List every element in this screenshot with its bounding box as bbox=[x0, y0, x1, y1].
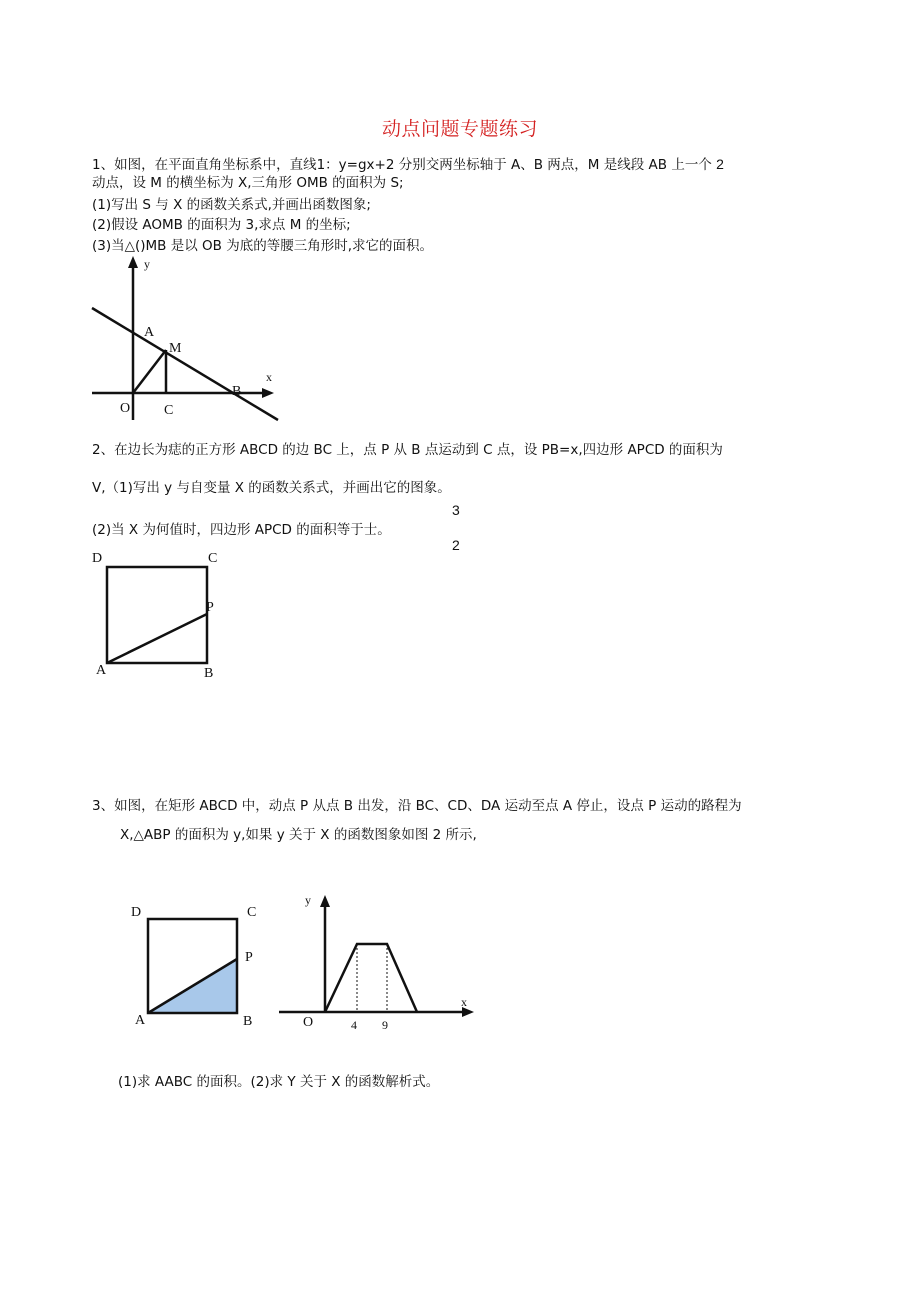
q1-label-b: B bbox=[232, 384, 242, 399]
q2-figure bbox=[88, 548, 228, 684]
q2-label-a: A bbox=[96, 663, 107, 678]
q1-label-a: A bbox=[144, 325, 155, 340]
q1-item3: (3)当△()MB 是以 OB 为底的等腰三角形时,求它的面积。 bbox=[92, 238, 433, 254]
q2-segment-ap bbox=[107, 614, 207, 663]
q1-label-o: O bbox=[120, 401, 131, 416]
q1-line1-number: 2 bbox=[716, 156, 724, 172]
q3-line2: X,△ABP 的面积为 y,如果 y 关于 X 的函数图象如图 2 所示, bbox=[120, 827, 477, 843]
q3-label-b: B bbox=[243, 1014, 253, 1029]
q3-y-arrow-icon bbox=[320, 895, 330, 907]
q1-figure bbox=[80, 250, 300, 430]
q1-label-x: x bbox=[266, 370, 272, 384]
q3-function-graph bbox=[325, 944, 417, 1012]
q1-label-c: C bbox=[164, 403, 174, 418]
q3-figure1 bbox=[130, 900, 270, 1030]
q1-line1 bbox=[92, 155, 724, 174]
q2-fraction-numerator: 3 bbox=[452, 502, 460, 518]
page-title: 动点问题专题练习 bbox=[381, 118, 538, 140]
q3-label-p: P bbox=[245, 950, 253, 965]
q3-label-x: x bbox=[461, 995, 467, 1009]
q2-label-c: C bbox=[208, 551, 218, 566]
q1-line2: 动点，设 M 的横坐标为 X,三角形 OMB 的面积为 S; bbox=[92, 175, 404, 191]
q3-label-o: O bbox=[303, 1015, 314, 1030]
q1-segment-om bbox=[133, 350, 166, 393]
q1-line1-text: 1、如图，在平面直角坐标系中，直线1：y=gx+2 分别交两坐标轴于 A、B 两点，M 是线段 AB 上一个 bbox=[92, 157, 712, 173]
q3-tick-4: 4 bbox=[351, 1018, 357, 1032]
q2-label-d: D bbox=[92, 551, 103, 566]
q2-line3: (2)当 X 为何值时，四边形 APCD 的面积等于士。 bbox=[92, 522, 391, 538]
q2-square bbox=[107, 567, 207, 663]
q1-item2: (2)假设 AOMB 的面积为 3,求点 M 的坐标; bbox=[92, 217, 351, 233]
q3-questions: (1)求 AABC 的面积。(2)求 Y 关于 X 的函数解析式。 bbox=[118, 1074, 440, 1090]
q3-label-d: D bbox=[131, 905, 142, 920]
q3-tick-9: 9 bbox=[382, 1018, 388, 1032]
q3-figure2 bbox=[275, 885, 485, 1035]
q2-label-b: B bbox=[204, 666, 214, 681]
q3-label-a: A bbox=[135, 1013, 146, 1028]
q2-line1: 2、在边长为痣的正方形 ABCD 的边 BC 上，点 P 从 B 点运动到 C 点，设 PB=x,四边形 APCD 的面积为 bbox=[92, 442, 723, 458]
q2-label-p: P bbox=[206, 600, 214, 615]
q1-y-arrow-icon bbox=[128, 256, 138, 268]
q3-label-y: y bbox=[305, 893, 311, 907]
q3-line1: 3、如图，在矩形 ABCD 中，动点 P 从点 B 出发，沿 BC、CD、DA 运动至点 A 停止，设点 P 运动的路程为 bbox=[92, 798, 742, 814]
q3-label-c: C bbox=[247, 905, 257, 920]
q2-line2: V,（1)写出 y 与自变量 X 的函数关系式，并画出它的图象。 bbox=[92, 480, 451, 496]
q1-x-arrow-icon bbox=[262, 388, 274, 398]
q2-fraction-denominator: 2 bbox=[452, 537, 460, 553]
q1-label-y: y bbox=[144, 257, 150, 271]
q1-item1: (1)写出 S 与 X 的函数关系式,并画出函数图象; bbox=[92, 197, 371, 213]
q1-label-m: M bbox=[169, 341, 182, 356]
